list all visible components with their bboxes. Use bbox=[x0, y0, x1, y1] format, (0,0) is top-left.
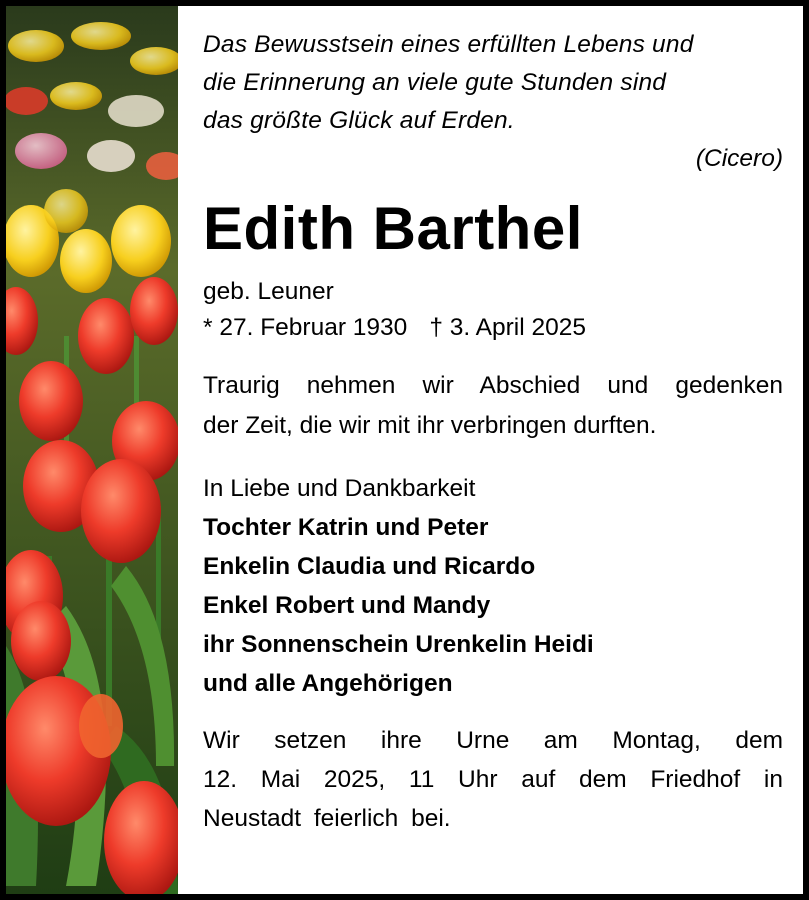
quote bbox=[203, 26, 783, 140]
life-dates bbox=[203, 310, 783, 346]
quote-line: die Erinnerung an viele gute Stunden sind bbox=[203, 69, 667, 96]
birth-date: * 27. Februar 1930 bbox=[203, 314, 408, 341]
mourners-list bbox=[203, 508, 783, 703]
message-line: der Zeit, die wir mit ihr verbringen durften. bbox=[203, 412, 657, 439]
mourner-name: Enkelin Claudia und Ricardo bbox=[203, 553, 536, 580]
mourner-name: Tochter Katrin und Peter bbox=[203, 514, 489, 541]
quote-author: (Cicero) bbox=[695, 145, 783, 172]
quote-line: das größte Glück auf Erden. bbox=[203, 107, 515, 134]
funeral-line: Wir setzen ihre Urne am Montag, dem bbox=[203, 727, 783, 754]
funeral-info bbox=[203, 721, 783, 838]
mourner-name: Enkel Robert und Mandy bbox=[203, 592, 491, 619]
birth-name: geb. Leuner bbox=[203, 278, 334, 305]
deceased-name: Edith Barthel bbox=[203, 195, 583, 262]
mourner-name: und alle Angehörigen bbox=[203, 670, 453, 697]
quote-line: Das Bewusstsein eines erfüllten Lebens und bbox=[203, 31, 694, 58]
message-line: Traurig nehmen wir Abschied und gedenken bbox=[203, 372, 783, 399]
mourner-name: ihr Sonnenschein Urenkelin Heidi bbox=[203, 631, 594, 658]
mourners-intro: In Liebe und Dankbarkeit bbox=[203, 475, 476, 502]
tulip-photo bbox=[6, 6, 178, 894]
funeral-line: Neustadt feierlich bei. bbox=[203, 805, 451, 832]
obituary-notice bbox=[6, 6, 803, 894]
farewell-message bbox=[203, 366, 783, 446]
funeral-line: 12. Mai 2025, 11 Uhr auf dem Friedhof in bbox=[203, 766, 783, 793]
notice-text bbox=[203, 26, 783, 838]
death-date: † 3. April 2025 bbox=[429, 314, 586, 341]
